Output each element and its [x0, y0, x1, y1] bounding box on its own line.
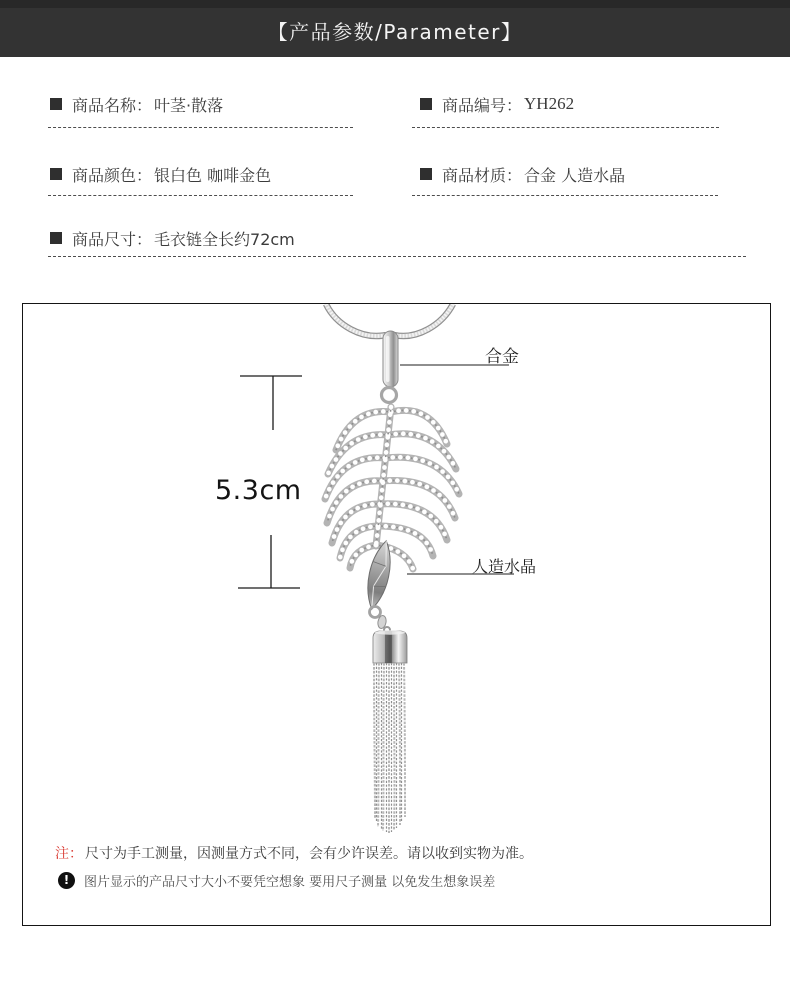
param-value: 银白色 咖啡金色	[154, 165, 272, 185]
divider-dashed	[48, 195, 353, 196]
param-value: 合金 人造水晶	[524, 165, 626, 185]
annotation-alloy: 合金	[485, 347, 519, 367]
param-product-size	[50, 227, 295, 249]
necklace-illustration	[23, 304, 768, 923]
param-label: 商品名称：	[72, 95, 153, 115]
divider-dashed	[48, 256, 746, 257]
param-product-color	[50, 163, 271, 185]
measurement-note	[55, 843, 533, 863]
divider-dashed	[412, 127, 719, 128]
param-value: YH262	[524, 94, 575, 113]
tassel-chains	[374, 663, 405, 833]
product-diagram-box	[22, 303, 771, 926]
dimension-label: 5.3cm	[215, 475, 302, 506]
divider-dashed	[48, 127, 353, 128]
param-product-name	[50, 93, 223, 115]
param-product-code	[420, 93, 574, 115]
connector-ring	[382, 388, 397, 403]
note-text: 图片显示的产品尺寸大小不要凭空想象 要用尺子测量 以免发生想象误差	[84, 875, 496, 890]
note-prefix: 注：	[55, 846, 83, 862]
exclamation-icon: !	[58, 872, 75, 889]
leaf-pendant	[325, 407, 459, 569]
pendant-bail	[382, 331, 399, 403]
header-top-strip	[0, 0, 790, 8]
bullet-square-icon	[420, 168, 432, 180]
page-title: 【产品参数/Parameter】	[267, 20, 523, 44]
param-value: 叶茎·散落	[154, 95, 224, 115]
warning-note	[58, 871, 495, 890]
param-product-material	[420, 163, 625, 185]
param-label: 商品尺寸：	[72, 229, 153, 249]
tassel-links	[370, 607, 391, 634]
param-label: 商品编号：	[442, 95, 523, 115]
annotation-crystal: 人造水晶	[472, 557, 537, 576]
bullet-square-icon	[50, 168, 62, 180]
note-text: 尺寸为手工测量，因测量方式不同，会有少许误差。请以收到实物为准。	[85, 846, 533, 862]
bullet-square-icon	[50, 232, 62, 244]
param-value: 毛衣链全长约72cm	[154, 229, 295, 249]
param-label: 商品颜色：	[72, 165, 153, 185]
bullet-square-icon	[50, 98, 62, 110]
tassel-cap	[373, 630, 407, 663]
param-label: 商品材质：	[442, 165, 523, 185]
divider-dashed	[412, 195, 718, 196]
bullet-square-icon	[420, 98, 432, 110]
parameter-header	[0, 0, 790, 57]
